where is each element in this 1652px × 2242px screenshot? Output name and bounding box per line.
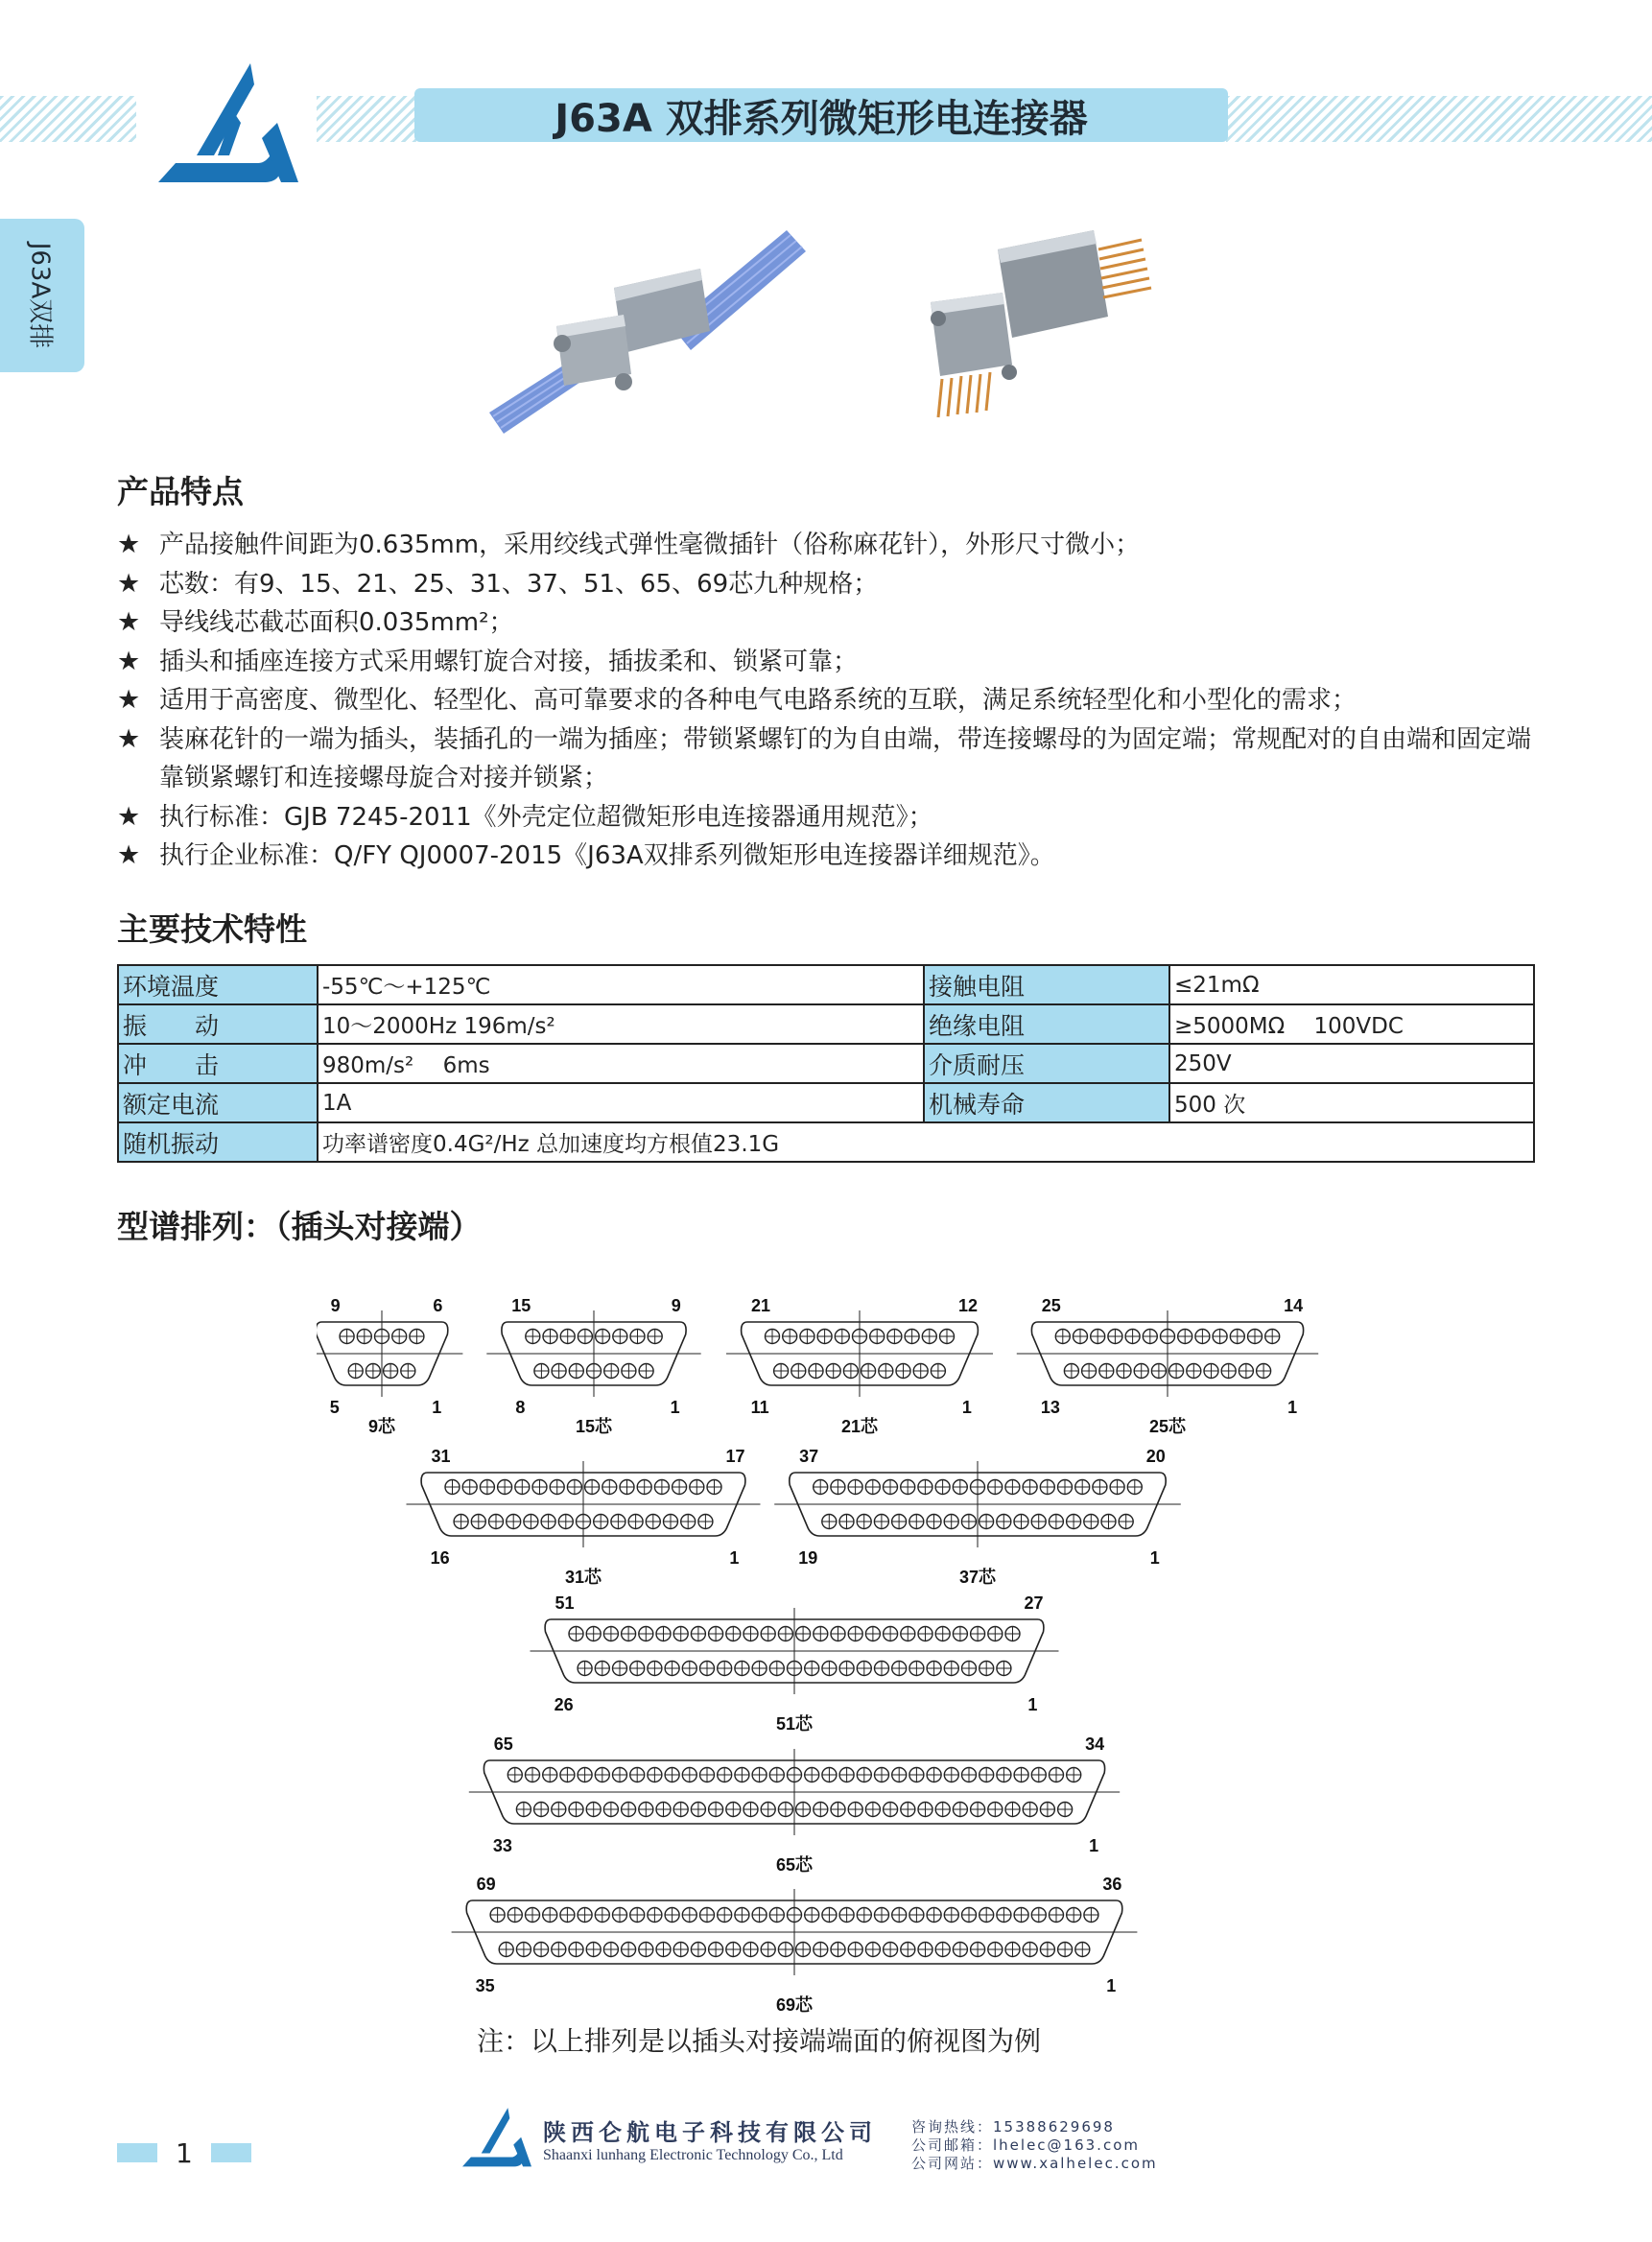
- hotline: 咨询热线：15388629698: [911, 2118, 1115, 2136]
- pin-label: 69: [476, 1875, 496, 1894]
- star-bullet-icon: ★: [117, 646, 141, 676]
- spec-label: 绝缘电阻: [924, 1004, 1169, 1044]
- pin-label: 27: [1024, 1593, 1044, 1613]
- star-bullet-icon: ★: [117, 840, 141, 870]
- pin-label: 12: [957, 1296, 979, 1315]
- pin-label: 5: [329, 1398, 340, 1417]
- spec-value: ≥5000MΩ 100VDC: [1169, 1004, 1534, 1044]
- connector-caption: 69芯: [775, 1995, 814, 2013]
- pin-label: 14: [1284, 1296, 1304, 1315]
- pin-label: 31: [431, 1447, 451, 1466]
- spec-value: 500 次: [1169, 1083, 1534, 1122]
- page-number: 1: [176, 2137, 193, 2169]
- spec-value: 250V: [1169, 1044, 1534, 1083]
- footer-logo-icon: [462, 2107, 531, 2168]
- pcb-pin-connector-pair-image: [931, 230, 1151, 417]
- specs-table: [117, 964, 1535, 1163]
- layout-note: 注：以上排列是以插头对接端端面的俯视图为例: [477, 2025, 1042, 2057]
- connector-caption: 31芯: [564, 1568, 602, 1587]
- connector-caption: 21芯: [840, 1417, 879, 1436]
- feature-item: ★ 导线线芯截芯面积0.035mm²；: [117, 603, 1537, 643]
- pin-label: 21: [750, 1296, 771, 1315]
- feature-item: ★ 芯数：有9、15、21、25、31、37、51、65、69芯九种规格；: [117, 565, 1537, 604]
- pin-label: 35: [475, 1976, 495, 1995]
- star-bullet-icon: ★: [117, 530, 141, 559]
- star-bullet-icon: ★: [117, 801, 141, 832]
- pin-label: 1: [1089, 1836, 1099, 1855]
- spec-label: 冲 击: [118, 1044, 318, 1083]
- table-row: [118, 1122, 1534, 1162]
- connector-caption: 9芯: [367, 1417, 396, 1436]
- page-bar-left: [117, 2143, 157, 2162]
- feature-item: ★ 装麻花针的一端为插头，装插孔的一端为插座；带锁紧螺钉的为自由端，带连接螺母的为固定端；常规配对的自由端和固定端靠锁紧螺钉和连接螺母旋合对接并锁紧；: [117, 720, 1537, 798]
- spec-value: ≤21mΩ: [1169, 965, 1534, 1004]
- spec-value: 10～2000Hz 196m/s²: [318, 1004, 924, 1044]
- side-tab-label: J63A双排: [25, 242, 55, 349]
- star-bullet-icon: ★: [117, 723, 141, 754]
- spec-label: 机械寿命: [924, 1083, 1169, 1122]
- pin-label: 9: [330, 1296, 341, 1315]
- connector-caption: 51芯: [775, 1714, 814, 1734]
- feature-item: ★ 执行企业标准：Q/FY QJ0007-2015《J63A双排系列微矩形电连接器详细规范》。: [117, 837, 1537, 876]
- connector-caption: 65芯: [775, 1855, 814, 1875]
- features-heading: 产品特点: [117, 473, 244, 510]
- connector-caption: 25芯: [1148, 1417, 1187, 1436]
- spec-label: 介质耐压: [924, 1044, 1169, 1083]
- pin-label: 1: [1149, 1548, 1160, 1568]
- pin-label: 34: [1085, 1735, 1105, 1754]
- pin-label: 8: [515, 1398, 526, 1417]
- pin-label: 1: [670, 1398, 680, 1417]
- pin-label: 1: [1027, 1695, 1038, 1714]
- pin-label: 37: [799, 1447, 819, 1466]
- table-row: [118, 965, 1534, 1004]
- table-row: [118, 1083, 1534, 1122]
- pin-label: 6: [433, 1296, 443, 1315]
- pin-label: 20: [1145, 1447, 1166, 1466]
- pin-label: 1: [961, 1398, 972, 1417]
- page-title-bar: [414, 88, 1228, 142]
- star-bullet-icon: ★: [117, 568, 141, 599]
- feature-item: ★ 插头和插座连接方式采用螺钉旋合对接，插拔柔和、锁紧可靠；: [117, 643, 1537, 682]
- header-stripe-right: [1226, 96, 1652, 142]
- pin-label: 33: [492, 1836, 512, 1855]
- header-stripe-middle: [317, 96, 416, 142]
- connector-caption: 37芯: [958, 1568, 997, 1587]
- pin-label: 1: [432, 1398, 442, 1417]
- spec-value: -55℃～+125℃: [318, 965, 924, 1004]
- email: 公司邮箱：lhelec@163.com: [911, 2136, 1140, 2154]
- pin-label: 25: [1041, 1296, 1061, 1315]
- page-bar-right: [211, 2143, 251, 2162]
- pin-label: 13: [1040, 1398, 1060, 1417]
- pin-label: 11: [750, 1398, 769, 1417]
- spec-label: 环境温度: [118, 965, 318, 1004]
- pin-label: 1: [1106, 1976, 1117, 1995]
- pin-label: 17: [725, 1447, 745, 1466]
- spec-value: 1A: [318, 1083, 924, 1122]
- star-bullet-icon: ★: [117, 607, 141, 637]
- pin-label: 26: [554, 1695, 574, 1714]
- spec-label: 接触电阻: [924, 965, 1169, 1004]
- pin-label: 19: [798, 1548, 818, 1568]
- features-list: [117, 526, 1537, 876]
- feature-item: ★ 适用于高密度、微型化、轻型化、高可靠要求的各种电气电路系统的互联，满足系统轻型化和小型化的需求；: [117, 681, 1537, 720]
- feature-item: ★ 产品接触件间距为0.635mm，采用绞线式弹性毫微插针（俗称麻花针），外形尺寸微小；: [117, 526, 1537, 565]
- spec-value: 功率谱密度0.4G²/Hz 总加速度均方根值23.1G: [318, 1122, 1534, 1162]
- pin-layout-diagram: [317, 1284, 1353, 2013]
- pin-label: 51: [555, 1593, 575, 1613]
- product-photos: [480, 211, 1170, 451]
- pin-label: 9: [671, 1296, 681, 1315]
- spec-label: 振 动: [118, 1004, 318, 1044]
- pin-label: 15: [511, 1296, 531, 1315]
- header-stripe-left: [0, 96, 136, 142]
- company-logo-icon: [158, 63, 298, 183]
- pin-label: 1: [1287, 1398, 1298, 1417]
- specs-heading: 主要技术特性: [117, 910, 307, 948]
- pin-label: 1: [729, 1548, 740, 1568]
- pin-label: 16: [430, 1548, 450, 1568]
- page-title: J63A 双排系列微矩形电连接器: [555, 96, 1088, 141]
- pin-label: 65: [493, 1735, 513, 1754]
- company-name-en: Shaanxi lunhang Electronic Technology Co., Ltd: [543, 2147, 843, 2163]
- website: 公司网站：www.xalhelec.com: [911, 2155, 1158, 2172]
- spec-label: 随机振动: [118, 1122, 318, 1162]
- layouts-heading: 型谱排列：（插头对接端）: [117, 1208, 482, 1245]
- spec-value: 980m/s² 6ms: [318, 1044, 924, 1083]
- table-row: [118, 1044, 1534, 1083]
- side-tab: [0, 219, 84, 372]
- ribbon-cable-connector-pair-image: [489, 230, 806, 434]
- star-bullet-icon: ★: [117, 685, 141, 715]
- feature-item: ★ 执行标准：GJB 7245-2011《外壳定位超微矩形电连接器通用规范》；: [117, 798, 1537, 838]
- connector-caption: 15芯: [575, 1417, 613, 1436]
- company-name-cn: 陕西仑航电子科技有限公司: [543, 2118, 877, 2146]
- pin-label: 36: [1102, 1875, 1122, 1894]
- spec-label: 额定电流: [118, 1083, 318, 1122]
- table-row: [118, 1004, 1534, 1044]
